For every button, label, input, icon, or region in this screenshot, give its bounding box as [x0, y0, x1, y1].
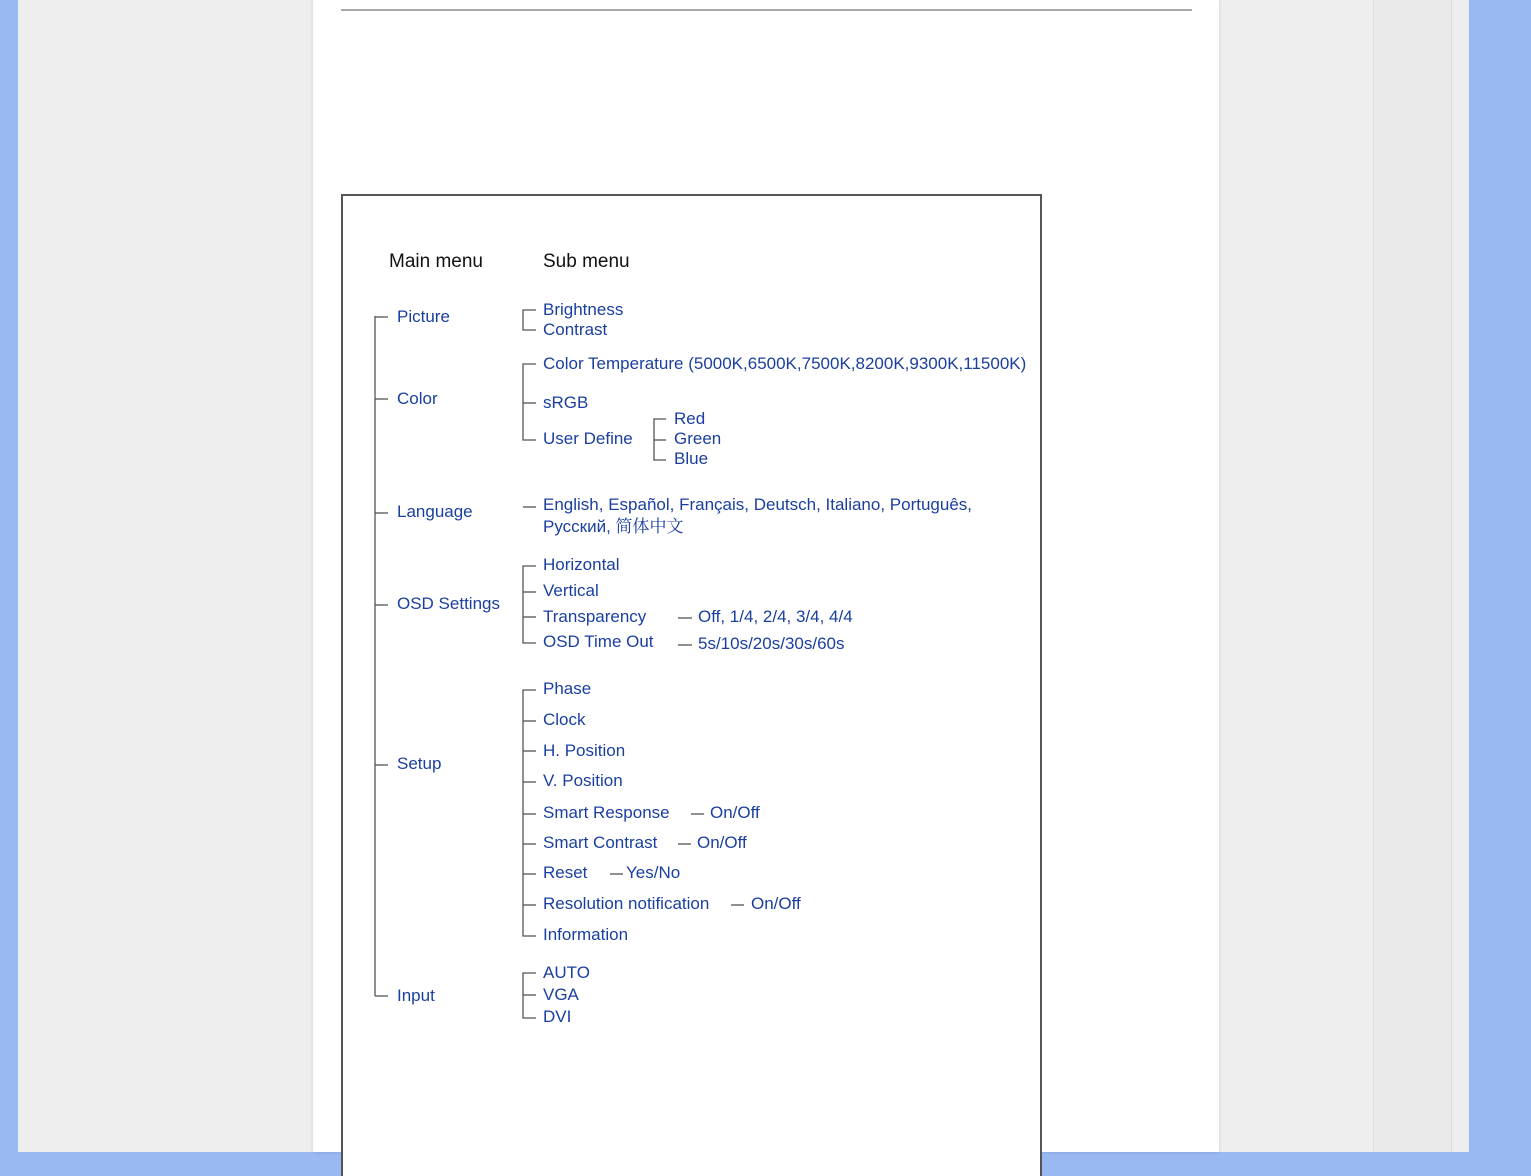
sub-item-srgb: sRGB: [543, 393, 589, 412]
sub-item-reset: Reset: [543, 863, 588, 882]
sub-item-h-position: H. Position: [543, 741, 626, 760]
sub-item-user-define: User Define: [543, 429, 633, 448]
sub-item-brightness: Brightness: [543, 300, 624, 319]
sub-item-resolution-notification: Resolution notification: [543, 894, 710, 913]
language-list-line2: Русский, 简体中文: [543, 517, 684, 536]
sub-item-clock: Clock: [543, 710, 586, 729]
sub-item-phase: Phase: [543, 679, 592, 698]
sub-item-green: Green: [674, 429, 722, 448]
main-item-language: Language: [397, 502, 473, 521]
main-menu-header: Main menu: [389, 251, 483, 272]
reset-options: Yes/No: [626, 863, 681, 882]
smart-response-options: On/Off: [710, 803, 760, 822]
sub-item-smart-response: Smart Response: [543, 803, 670, 822]
main-item-input: Input: [397, 986, 435, 1005]
sub-item-contrast: Contrast: [543, 320, 608, 339]
sub-item-osd-time-out: OSD Time Out: [543, 632, 654, 651]
sub-item-vga: VGA: [543, 985, 579, 1004]
tree-connector-lines: [343, 196, 1040, 1156]
sub-item-auto: AUTO: [543, 963, 590, 982]
main-item-setup: Setup: [397, 754, 442, 773]
side-scroll-strip[interactable]: [1373, 0, 1452, 1152]
main-item-picture: Picture: [397, 307, 450, 326]
sub-item-transparency: Transparency: [543, 607, 647, 626]
sub-item-dvi: DVI: [543, 1007, 572, 1026]
sub-item-information: Information: [543, 925, 629, 944]
resolution-notification-options: On/Off: [751, 894, 801, 913]
osd-menu-tree-figure: [341, 194, 1042, 1176]
main-item-color: Color: [397, 389, 438, 408]
sub-item-blue: Blue: [674, 449, 709, 468]
sub-menu-header: Sub menu: [543, 251, 630, 272]
horizontal-rule: [341, 9, 1192, 11]
smart-contrast-options: On/Off: [697, 833, 747, 852]
language-list-line1: English, Español, Français, Deutsch, Italiano, Português,: [543, 495, 973, 514]
osd-time-out-options: 5s/10s/20s/30s/60s: [698, 634, 845, 653]
transparency-options: Off, 1/4, 2/4, 3/4, 4/4: [698, 607, 853, 626]
sub-item-color-temperature: Color Temperature (5000K,6500K,7500K,8200K,9300K,11500K): [543, 354, 1027, 373]
sub-item-smart-contrast: Smart Contrast: [543, 833, 658, 852]
sub-item-red: Red: [674, 409, 706, 428]
sub-item-v-position: V. Position: [543, 771, 623, 790]
sub-item-horizontal: Horizontal: [543, 555, 620, 574]
sub-item-vertical: Vertical: [543, 581, 599, 600]
main-item-osd-settings: OSD Settings: [397, 594, 500, 613]
